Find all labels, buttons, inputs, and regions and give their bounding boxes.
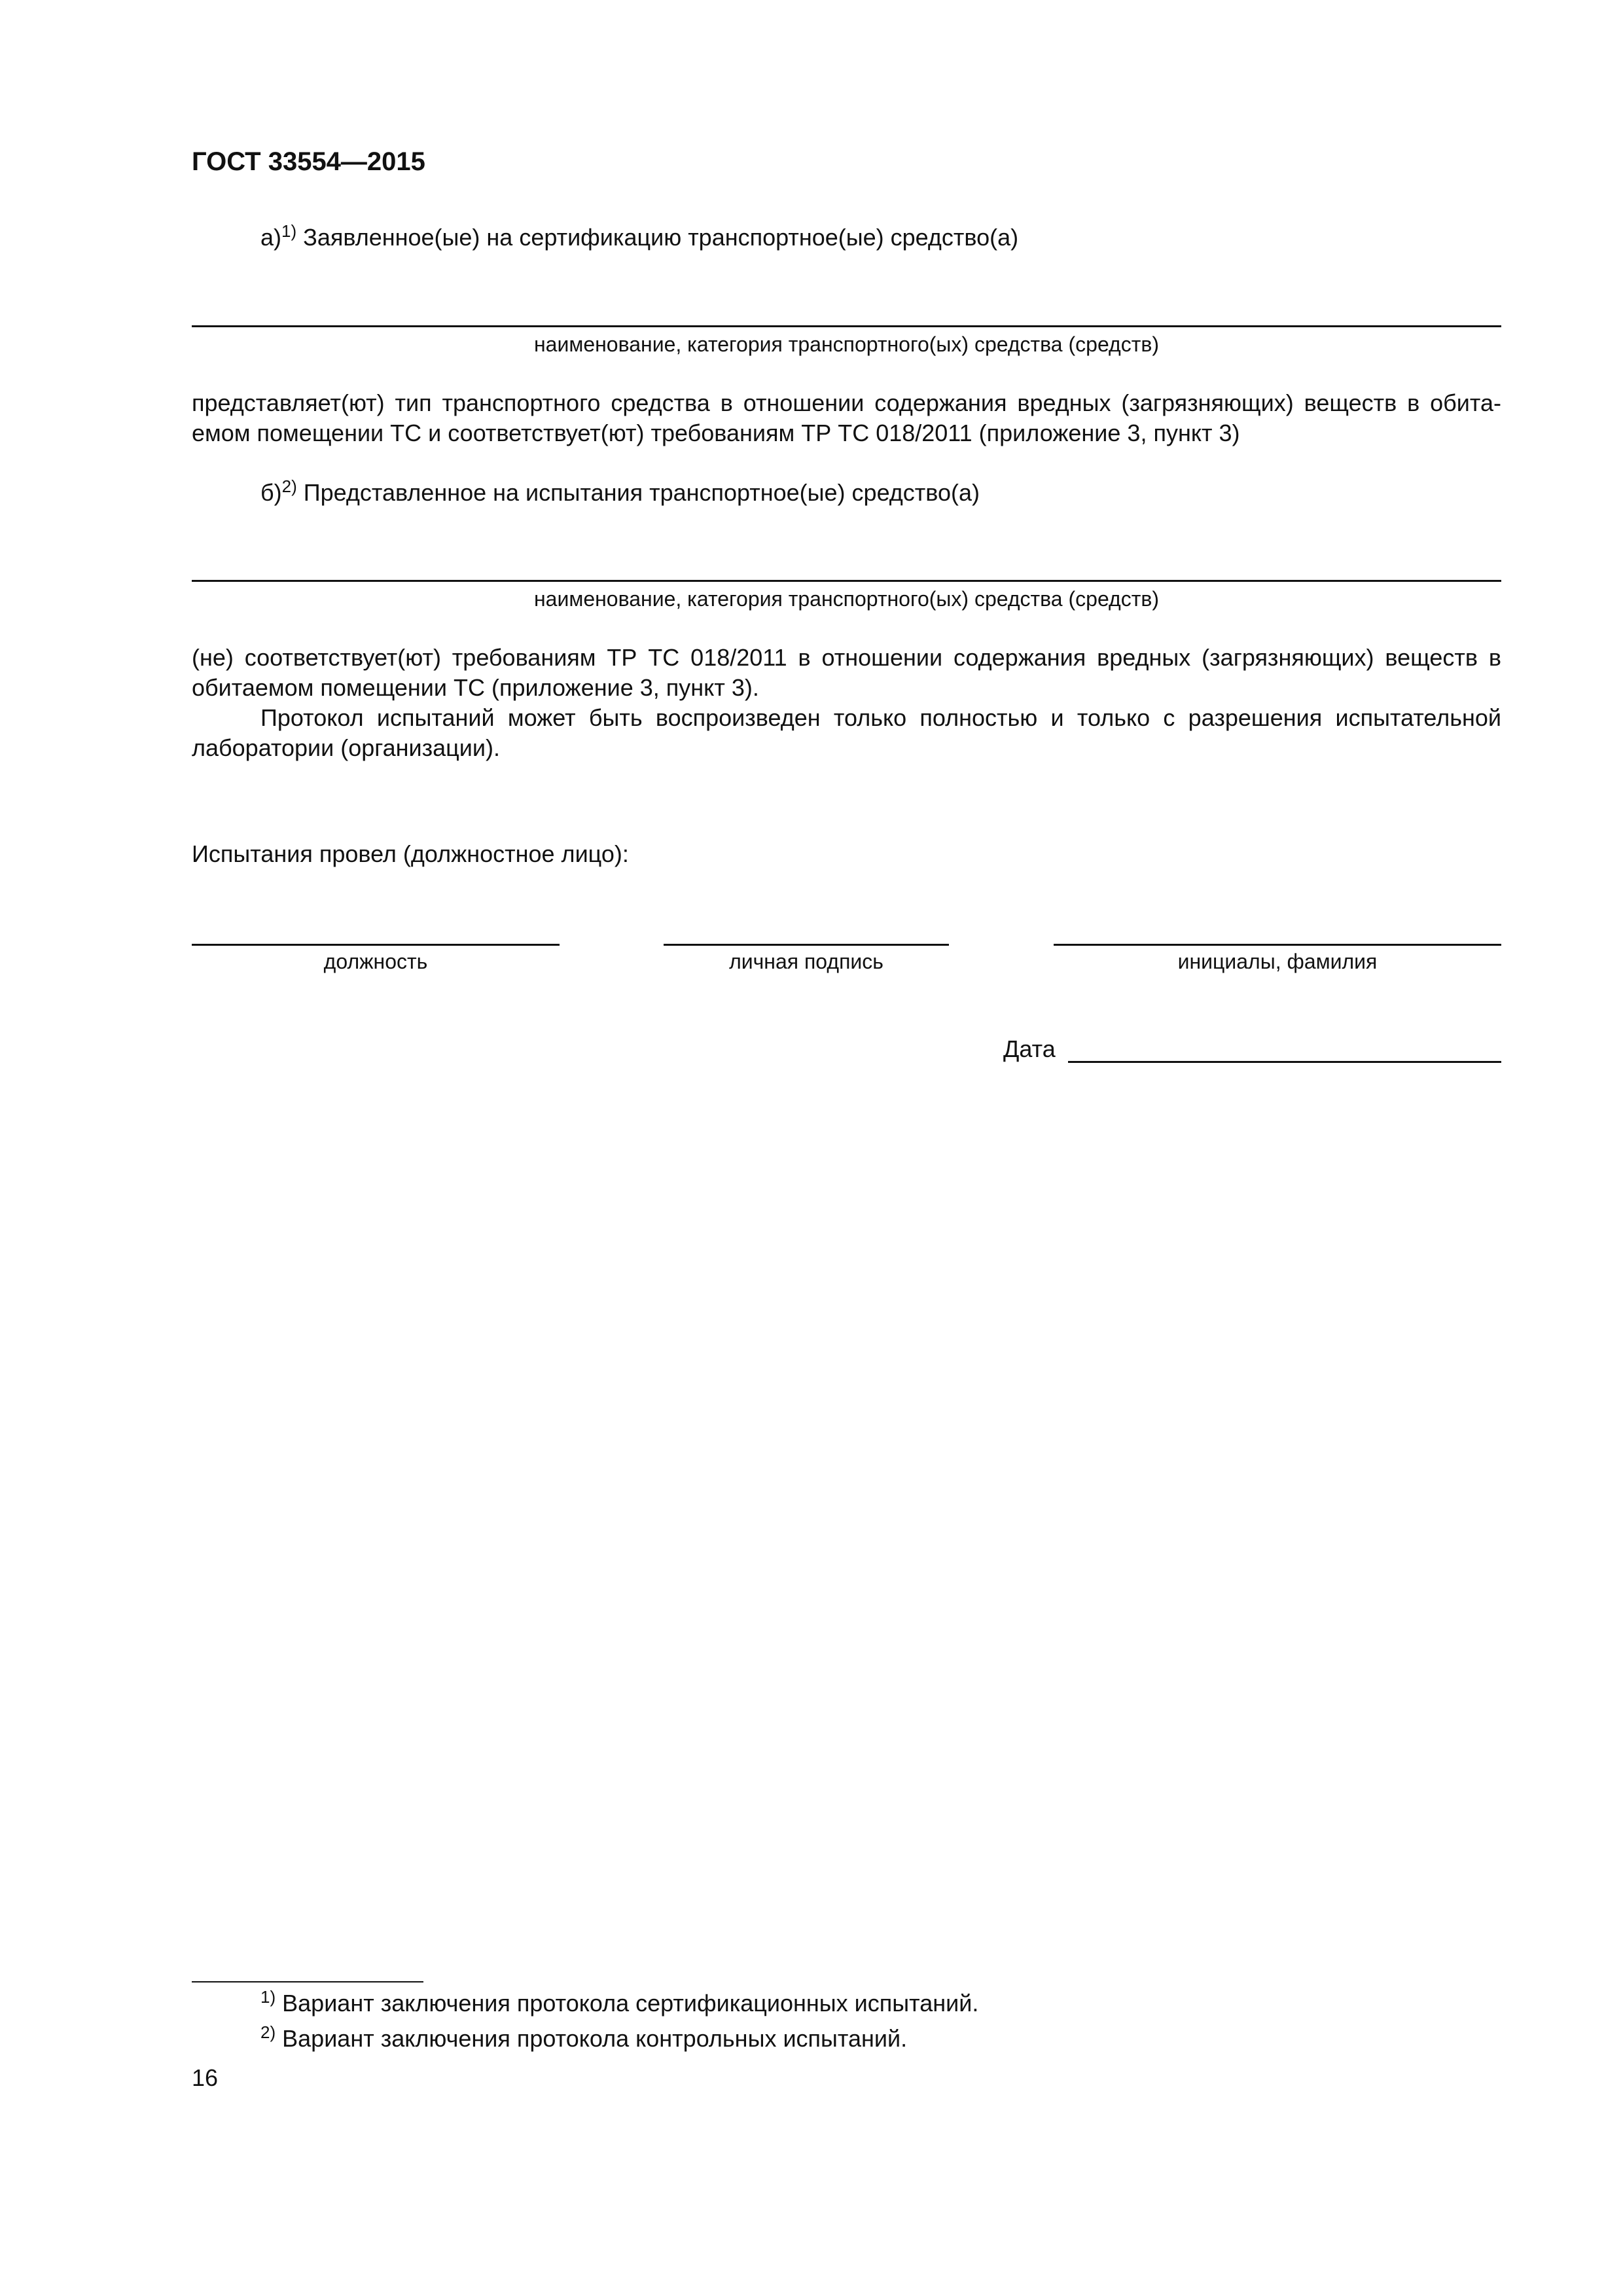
item-b-body: (не) соответствует(ют) требованиям ТР ТС 018/2011 в отношении содержания вредных (загрязняющих) веществ в обитаемом помещении ТС (приложение 3, пункт 3). <box>192 644 1501 701</box>
footnote-ref-1: 1) <box>281 221 297 241</box>
name-caption: инициалы, фамилия <box>1177 950 1378 973</box>
protocol-note: Протокол испытаний может быть воспроизведен только полностью и только с разрешения испытательной лаборатории (организации). <box>192 704 1501 761</box>
item-a-fill-line <box>192 325 1501 327</box>
item-a-text: Заявленное(ые) на сертификацию транспортное(ые) средство(а) <box>303 224 1019 251</box>
date-fill-line <box>1068 1061 1501 1063</box>
document-header: ГОСТ 33554—2015 <box>192 147 425 176</box>
item-b-fill-line <box>192 580 1501 582</box>
footnote-2-text: Вариант заключения протокола контрольных испытаний. <box>282 2025 908 2052</box>
name-fill-line <box>1054 944 1501 946</box>
item-b-heading <box>260 478 980 508</box>
page-number: 16 <box>192 2064 219 2091</box>
footnote-1-mark: 1) <box>260 1987 276 2007</box>
item-b-prefix: б) <box>260 479 282 506</box>
position-fill-line <box>192 944 560 946</box>
item-b-caption: наименование, категория транспортного(ых) средства (средств) <box>533 587 1160 611</box>
footnote-2-mark: 2) <box>260 2022 276 2042</box>
position-caption: должность <box>323 950 428 973</box>
item-a-caption: наименование, категория транспортного(ых) средства (средств) <box>533 332 1160 356</box>
item-b-text: Представленное на испытания транспортное(ые) средство(а) <box>303 479 980 506</box>
signatures-title: Испытания провел (должностное лицо): <box>192 840 629 867</box>
item-a-prefix: а) <box>260 224 282 251</box>
footnote-ref-2: 2) <box>281 476 297 496</box>
date-label: Дата <box>1003 1035 1056 1062</box>
footnote-1-text: Вариант заключения протокола сертификационных испытаний. <box>282 1990 979 2017</box>
item-a-body: представляет(ют) тип транспортного средства в отношении содержания вредных (загрязняющих) веществ в обита-емом помещении ТС и соответствует(ют) требованиям ТР ТС 018/2011 (приложение 3, пункт 3) <box>192 389 1501 446</box>
footnote-separator <box>192 1981 423 1982</box>
signature-fill-line <box>664 944 949 946</box>
signature-caption: личная подпись <box>729 950 883 973</box>
footnote-1 <box>260 1988 978 2018</box>
footnote-2 <box>260 2024 907 2054</box>
item-a-heading <box>260 223 1018 253</box>
